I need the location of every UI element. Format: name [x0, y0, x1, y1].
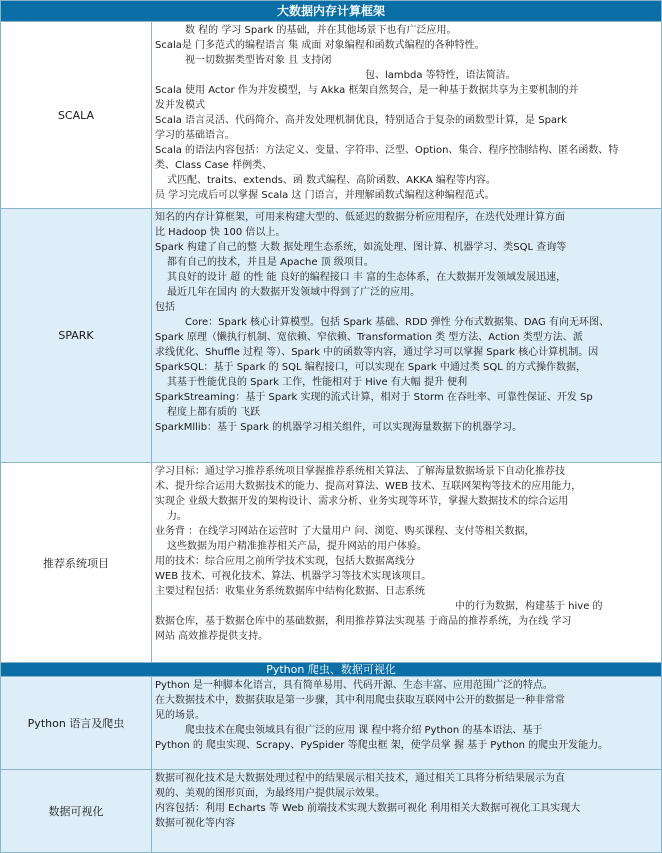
section-header-memory-frameworks: 大数据内存计算框架	[1, 1, 662, 22]
row-label: 数据可视化	[1, 770, 152, 853]
row-label: 推荐系统项目	[1, 463, 152, 663]
row-content: 学习目标：通过学习推荐系统项目掌握推荐系统相关算法、了解海量数据场景下自动化推荐技 术、提升综合运用大数据技术的能力、提高对算法、WEB 技术、互联网架构等技术的应用能力， 实现企 业级大数据开发的架构设计、需求分析、业务实现等环节，掌握大数据技术的综合运用 力。 业务背 ：在线学习网站在运营时 了大量用户 问、浏览、购买课程、支付等相关数据， 这些数据为用户精准推荐相关产品，提升网站的用户体验。 用的技术：综合应用之前所学技术实现，包括大数据离线分 WEB 技术、可视化技术、算法、机器学习等技术实现该项目。 主要过程包括：收集业务系统数据库中结构化数据、日志系统 中的行为数据，构建基于 hive 的 数据仓库，基于数据仓库中的基础数据，利用推荐算法实现基 于商品的推荐系统，为在线 学习 网站 高效推荐提供支持。	[152, 463, 662, 663]
row-content: 数据可视化技术是大数据处理过程中的结果展示相关技术，通过相关工具将分析结果展示为直 观的、美观的图形页面，为最终用户提供展示效果。 内容包括：利用 Echarts 等 Web 前端技术实现大数据可视化 利用相关大数据可视化工具实现大 数据可视化等内容	[152, 770, 662, 853]
row-label: Python 语言及爬虫	[1, 677, 152, 770]
section-header-python-visualization: Python 爬虫、数据可视化	[1, 663, 662, 677]
row-content: Python 是一种脚本化语言，具有简单易用、代码开源、生态丰富、应用范围广泛的特点。 在大数据技术中，数据获取是第一步骤，其中利用爬虫获取互联网中公开的数据是一种非常常 见的场景。 爬虫技术在爬虫领域具有很广泛的应用 课 程中将介绍 Python 的基本语法、基于 Python 的 爬虫实现、Scrapy、PySpider 等爬虫框 架，使学员掌 握 基于 Python 的爬虫开发能力。	[152, 677, 662, 770]
row-content: 数 程的 学习 Spark 的基础，并在其他场景下也有广泛应用。 Scala是 门多范式的编程语言 集 成面 对象编程和函数式编程的各种特性。 视一切数据类型皆对象 且 支持闭 包、lambda 等特性，语法简洁。 Scala 使用 Actor 作为并发模型，与 Akka 框架自然契合，是一种基于数据共享为主要机制的并 发并发模式 Scala 语言灵活、代码简介、高并发处理机制优良，特别适合于复杂的函数型计算，是 Spark 学习的基础语言。 Scala 的语法内容包括：方法定义、变量、字符串、泛型、Option、集合、程序控制结构、匿名函数、特 类、Class Case 样例类、 式匹配、traits、extends、函 数式编程、高阶函数、AKKA 编程等内容。 员 学习完成后可以掌握 Scala 这 门语言，并理解函数式编程这种编程范式。	[152, 22, 662, 209]
row-python	[1, 677, 662, 770]
row-label: SCALA	[1, 22, 152, 209]
row-spark	[1, 209, 662, 463]
row-scala	[1, 22, 662, 209]
row-content: 知名的内存计算框架，可用来构建大型的、低延迟的数据分析应用程序，在迭代处理计算方面 比 Hadoop 快 100 倍以上。 Spark 构建了自己的整 大数 据处理生态系统，如流处理、图计算、机器学习、类SQL 查询等 都有自己的技术，并且是 Apache 顶 级项目。 其良好的设计 超 的性 能 良好的编程接口 丰 富的生态体系，在大数据开发领域发展迅速， 最近几年在国内 的大数据开发领域中得到了广泛的应用。 包括 Core：Spark 核心计算模型。包括 Spark 基础、RDD 弹性 分布式数据集、DAG 有向无环图、 Spark 原理（懒执行机制、宽依赖、窄依赖、Transformation 类 型方法、Action 类型方法、派 求线优化、Shuffle 过程 等）、Spark 中的函数等内容，通过学习可以掌握 Spark 核心计算机制。因 SparkSQL：基于 Spark 的 SQL 编程接口，可以实现在 Spark 中通过类 SQL 的方式操作数据， 其基于性能优良的 Spark 工作，性能相对于 Hive 有大幅 提升 便利 SparkStreaming：基于 Spark 实现的流式计算，相对于 Storm 在吞吐率、可靠性保证、开发 Sp 程度上都有质的 飞跃 SparkMllib：基于 Spark 的机器学习相关组件，可以实现海量数据下的机器学习。	[152, 209, 662, 463]
row-data-visualization	[1, 770, 662, 853]
row-recommendation-project	[1, 463, 662, 663]
row-label: SPARK	[1, 209, 152, 463]
